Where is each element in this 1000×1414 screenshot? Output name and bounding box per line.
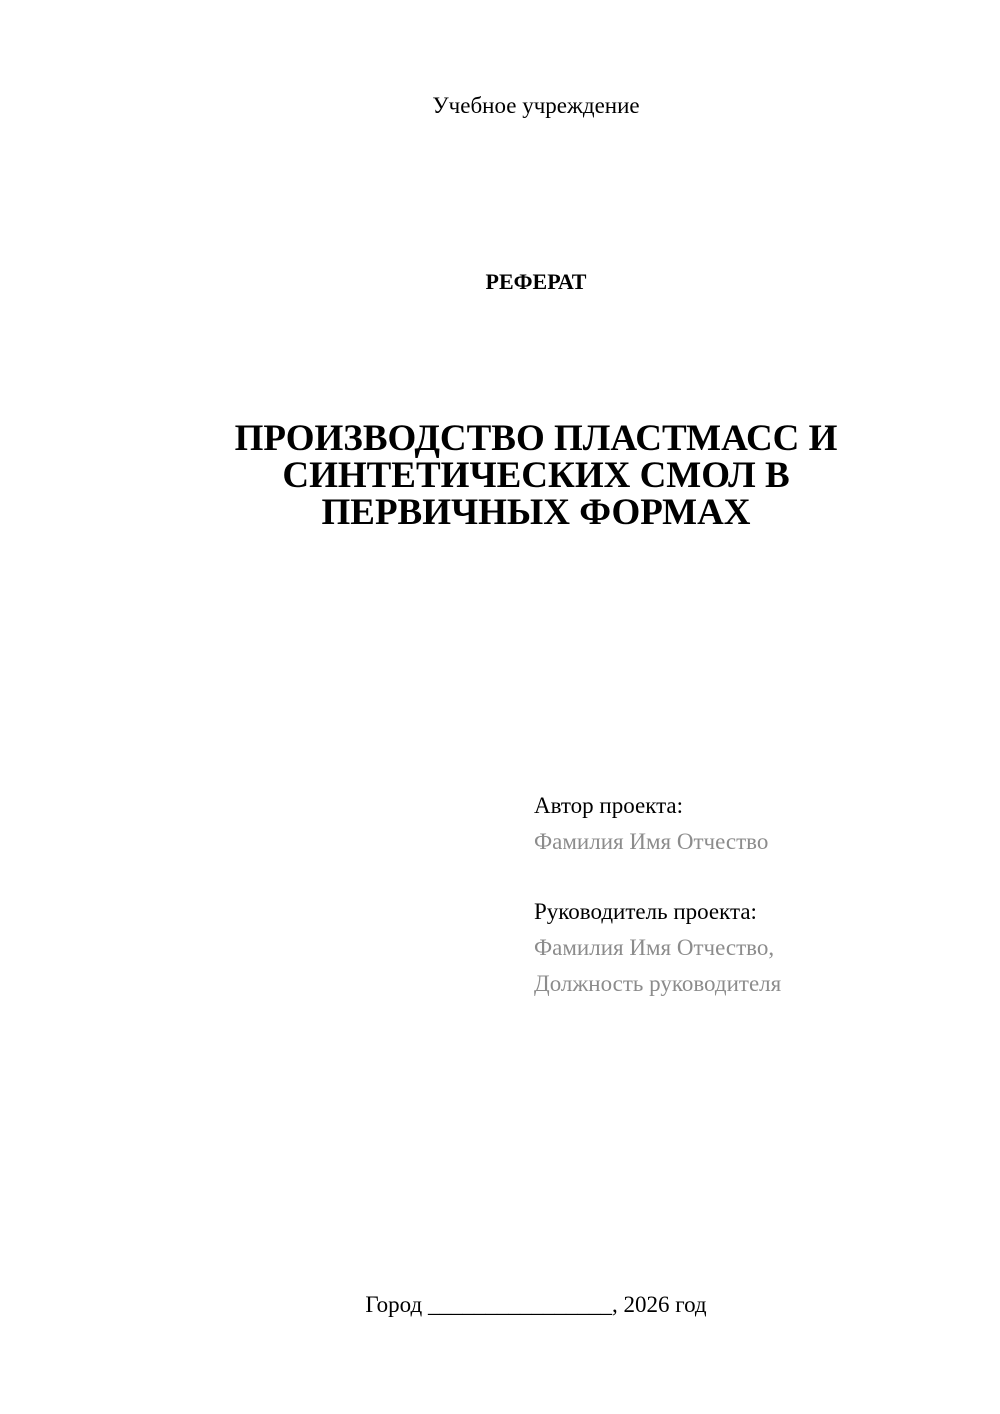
supervisor-position: Должность руководителя xyxy=(534,971,782,996)
city-year-line: Город ________________, 2026 год xyxy=(365,1292,707,1317)
document-type: РЕФЕРАТ xyxy=(485,269,587,294)
supervisor-name: Фамилия Имя Отчество, xyxy=(534,935,775,960)
document-title xyxy=(186,420,886,531)
author-name: Фамилия Имя Отчество xyxy=(534,829,769,854)
author-label: Автор проекта: xyxy=(534,793,683,818)
institution-name: Учебное учреждение xyxy=(432,93,640,118)
title-line-2: СИНТЕТИЧЕСКИХ СМОЛ В xyxy=(282,455,790,496)
supervisor-label: Руководитель проекта: xyxy=(534,899,757,924)
title-line-1: ПРОИЗВОДСТВО ПЛАСТМАСС И xyxy=(234,418,838,459)
title-line-3: ПЕРВИЧНЫХ ФОРМАХ xyxy=(321,492,751,533)
info-spacer xyxy=(534,860,974,894)
project-info-block xyxy=(534,788,974,1002)
